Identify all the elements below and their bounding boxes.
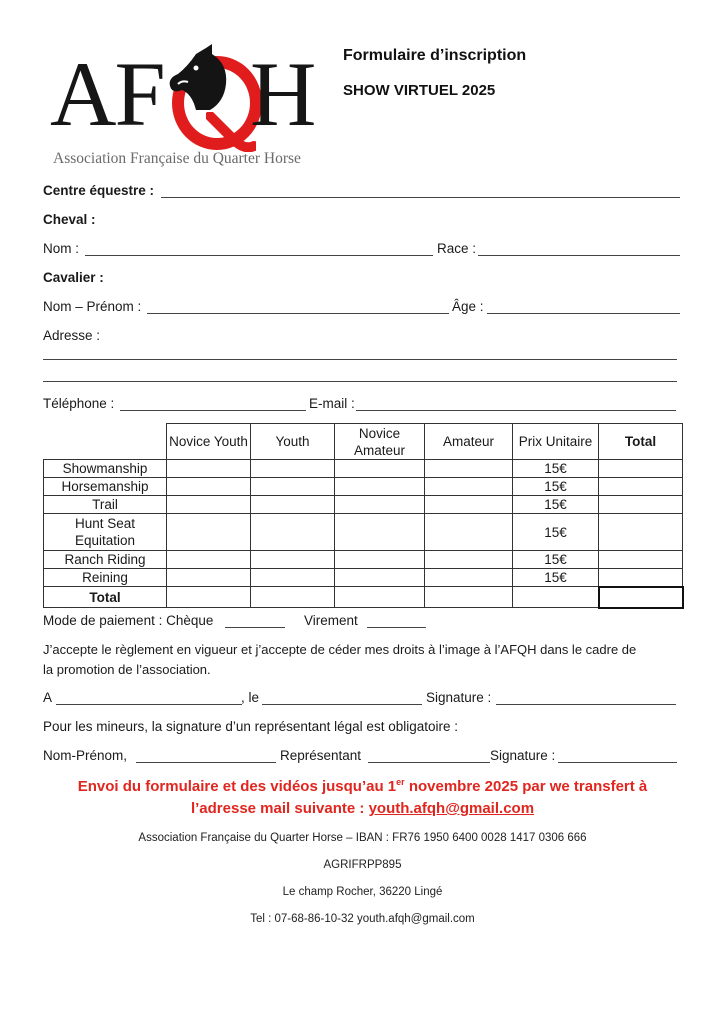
- checkbox-cell[interactable]: [425, 478, 513, 496]
- signature-label: Signature :: [426, 690, 492, 705]
- checkbox-cell[interactable]: [167, 551, 251, 569]
- cheque-field[interactable]: [225, 627, 285, 628]
- row-total-cell[interactable]: [599, 514, 683, 551]
- checkbox-cell[interactable]: [167, 569, 251, 587]
- checkbox-cell[interactable]: [251, 478, 335, 496]
- a-field[interactable]: [56, 704, 242, 705]
- consent-line-2: la promotion de l’association.: [43, 662, 211, 677]
- checkbox-cell[interactable]: [167, 478, 251, 496]
- footer-contact: Tel : 07-68-86-10-32 youth.afqh@gmail.com: [250, 913, 475, 925]
- centre-equestre-field[interactable]: [161, 197, 680, 198]
- nom-prenom-label: Nom-Prénom,: [43, 748, 128, 763]
- checkbox-cell[interactable]: [335, 551, 425, 569]
- logo-q-tail: [206, 112, 256, 152]
- header-novice-amateur: Novice Amateur: [335, 424, 425, 460]
- row-label: Ranch Riding: [44, 551, 167, 569]
- telephone-field[interactable]: [120, 410, 306, 411]
- logo-letters-af: AF: [50, 43, 164, 145]
- checkbox-cell[interactable]: [425, 460, 513, 478]
- registration-table: [43, 423, 684, 609]
- logo-association-name: Association Française du Quarter Horse: [53, 150, 301, 167]
- deadline-notice-line-1: Envoi du formulaire et des vidéos jusqu’au 1er novembre 2025 par we transfert à: [77, 777, 648, 795]
- checkbox-cell[interactable]: [425, 496, 513, 514]
- table-row: [44, 460, 683, 478]
- header-novice-youth: Novice Youth: [167, 424, 251, 460]
- grand-total-field[interactable]: [599, 587, 683, 608]
- table-row: [44, 569, 683, 587]
- virement-field[interactable]: [367, 627, 426, 628]
- le-label: , le: [241, 690, 260, 705]
- checkbox-cell[interactable]: [335, 514, 425, 551]
- header-amateur: Amateur: [425, 424, 513, 460]
- checkbox-cell[interactable]: [251, 514, 335, 551]
- virement-label: Virement: [304, 613, 358, 628]
- minors-note: Pour les mineurs, la signature d’un représentant légal est obligatoire :: [43, 719, 458, 734]
- header-youth: Youth: [251, 424, 335, 460]
- header-prix-unitaire: Prix Unitaire: [513, 424, 599, 460]
- adresse-line-2[interactable]: [43, 381, 677, 382]
- payment-label: Mode de paiement : Chèque: [43, 613, 214, 628]
- age-label: Âge :: [452, 299, 484, 314]
- cavalier-nom-prenom-field[interactable]: [147, 313, 449, 314]
- row-total-cell[interactable]: [599, 478, 683, 496]
- cheval-nom-label: Nom :: [43, 241, 80, 256]
- footer-bic: AGRIFRPP895: [323, 859, 402, 871]
- checkbox-cell[interactable]: [335, 460, 425, 478]
- row-price: 15€: [513, 569, 599, 587]
- row-label: Showmanship: [44, 460, 167, 478]
- row-price: 15€: [513, 514, 599, 551]
- le-field[interactable]: [262, 704, 422, 705]
- cavalier-nom-prenom-label: Nom – Prénom :: [43, 299, 142, 314]
- row-price: 15€: [513, 478, 599, 496]
- row-total-cell[interactable]: [599, 551, 683, 569]
- checkbox-cell[interactable]: [425, 551, 513, 569]
- row-price: 15€: [513, 460, 599, 478]
- representant-label: Représentant: [280, 748, 362, 763]
- representant-field[interactable]: [368, 762, 490, 763]
- total-row-label: Total: [44, 587, 167, 608]
- table-row: [44, 496, 683, 514]
- checkbox-cell[interactable]: [251, 460, 335, 478]
- nom-prenom-field[interactable]: [136, 762, 276, 763]
- table-row: [44, 478, 683, 496]
- checkbox-cell[interactable]: [425, 514, 513, 551]
- checkbox-cell[interactable]: [335, 569, 425, 587]
- email-field[interactable]: [356, 410, 676, 411]
- checkbox-cell[interactable]: [335, 496, 425, 514]
- footer-iban: Association Française du Quarter Horse – IBAN : FR76 1950 6400 0028 1417 0306 666: [138, 832, 587, 844]
- table-row: [44, 514, 683, 551]
- cavalier-heading: Cavalier :: [43, 270, 104, 285]
- age-field[interactable]: [487, 313, 680, 314]
- checkbox-cell[interactable]: [167, 460, 251, 478]
- consent-line-1: J’accepte le règlement en vigueur et j’accepte de céder mes droits à l’image à l’AFQH dans le cadre de: [43, 642, 637, 657]
- signature-2-field[interactable]: [558, 762, 677, 763]
- row-label: Horsemanship: [44, 478, 167, 496]
- signature-field[interactable]: [496, 704, 676, 705]
- footer-address: Le champ Rocher, 36220 Lingé: [282, 886, 443, 898]
- table-header-row: [44, 424, 683, 460]
- row-label: Hunt Seat Equitation: [44, 514, 167, 551]
- horse-head-icon: [166, 44, 236, 116]
- row-total-cell[interactable]: [599, 569, 683, 587]
- race-field[interactable]: [478, 255, 680, 256]
- logo-letter-h: H: [250, 43, 315, 145]
- checkbox-cell[interactable]: [251, 496, 335, 514]
- row-price: 15€: [513, 496, 599, 514]
- signature-2-label: Signature :: [490, 748, 556, 763]
- checkbox-cell[interactable]: [167, 514, 251, 551]
- row-price: 15€: [513, 551, 599, 569]
- checkbox-cell[interactable]: [335, 478, 425, 496]
- race-label: Race :: [437, 241, 477, 256]
- email-label: E-mail :: [309, 396, 355, 411]
- contact-email-link[interactable]: youth.afqh@gmail.com: [368, 800, 535, 817]
- header-total: Total: [599, 424, 683, 460]
- table-total-row: [44, 587, 683, 608]
- telephone-label: Téléphone :: [43, 396, 115, 411]
- adresse-label: Adresse :: [43, 328, 101, 343]
- centre-equestre-label: Centre équestre :: [43, 183, 155, 198]
- cheval-heading: Cheval :: [43, 212, 96, 227]
- form-title: Formulaire d’inscription: [343, 47, 527, 64]
- a-label: A: [43, 690, 53, 705]
- form-subtitle: SHOW VIRTUEL 2025: [343, 82, 496, 99]
- adresse-line-1[interactable]: [43, 359, 677, 360]
- row-label: Trail: [44, 496, 167, 514]
- row-total-cell[interactable]: [599, 496, 683, 514]
- checkbox-cell[interactable]: [251, 569, 335, 587]
- table-row: [44, 551, 683, 569]
- checkbox-cell[interactable]: [251, 551, 335, 569]
- checkbox-cell[interactable]: [167, 496, 251, 514]
- checkbox-cell[interactable]: [425, 569, 513, 587]
- row-label: Reining: [44, 569, 167, 587]
- deadline-notice-line-2: l’adresse mail suivante : youth.afqh@gmail.com: [190, 800, 535, 817]
- cheval-nom-field[interactable]: [85, 255, 433, 256]
- row-total-cell[interactable]: [599, 460, 683, 478]
